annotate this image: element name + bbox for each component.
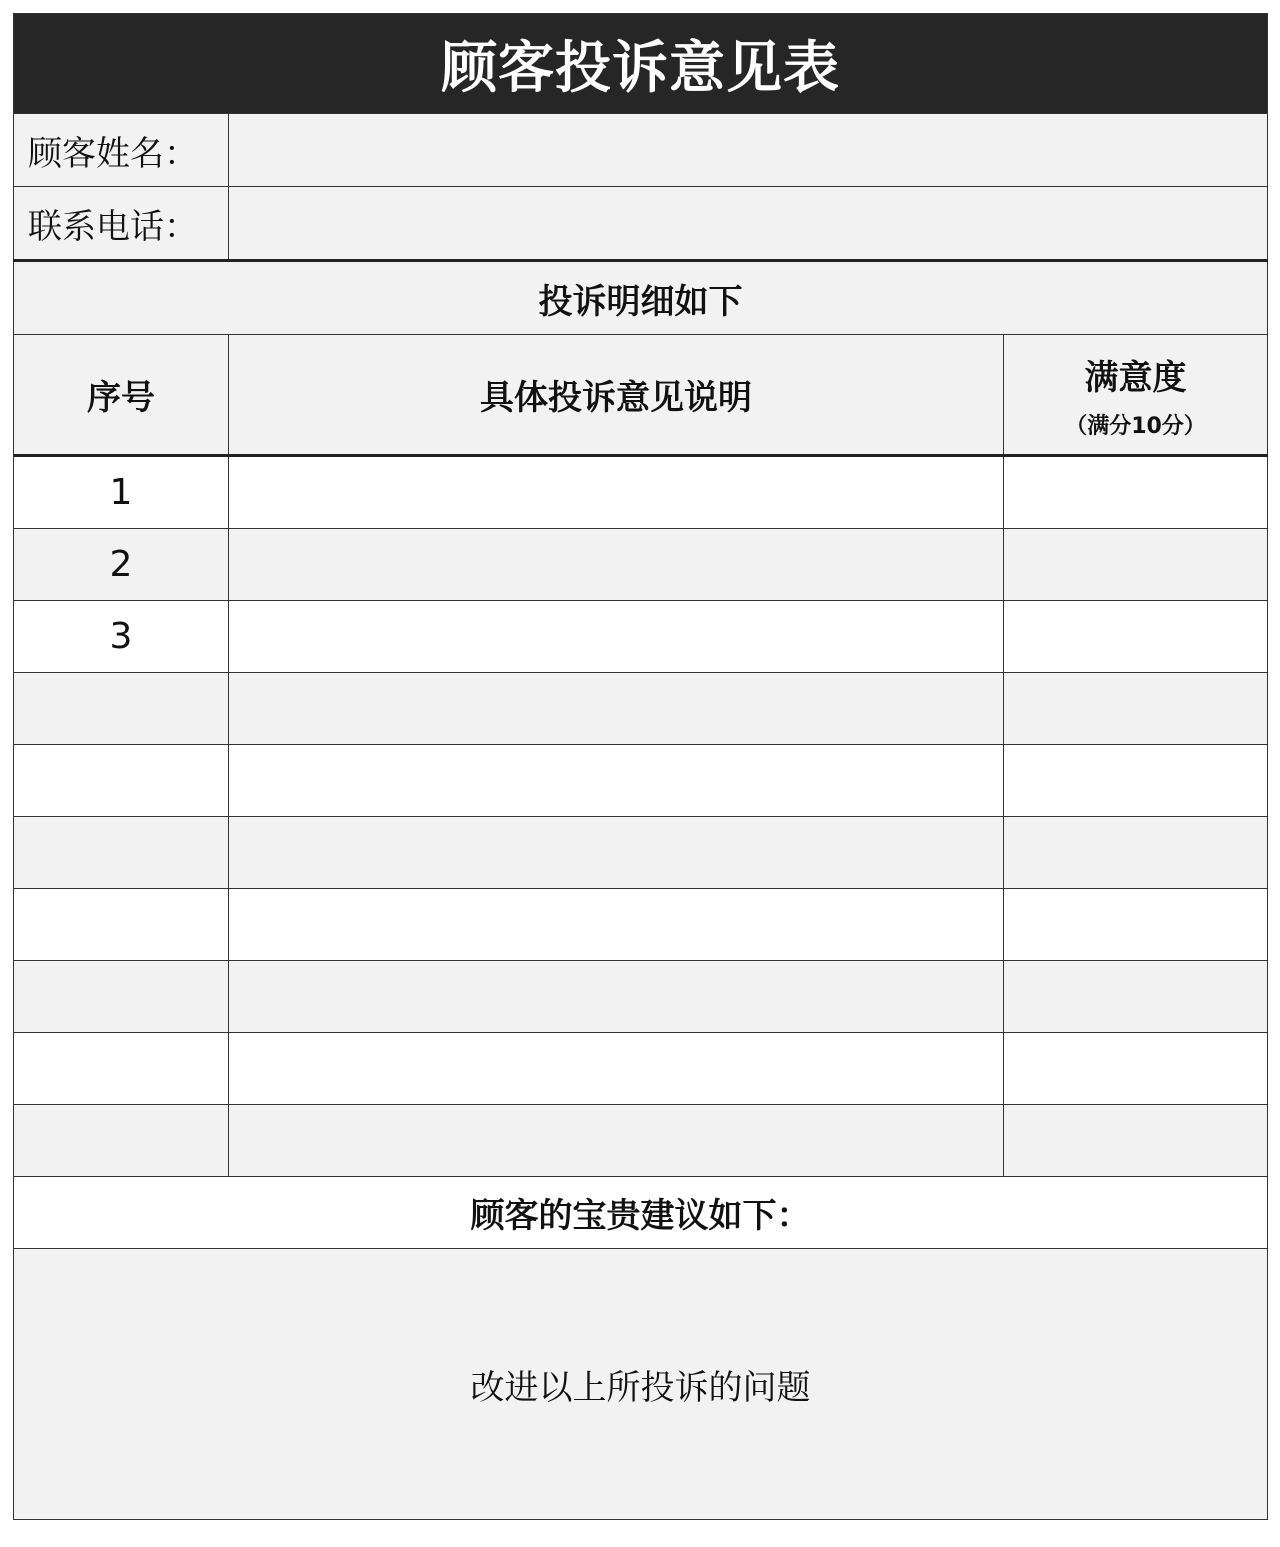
column-header-index: 序号	[14, 335, 229, 456]
row-description-cell[interactable]	[229, 601, 1004, 673]
complaint-row	[14, 817, 1268, 889]
row-description-cell[interactable]	[229, 456, 1004, 529]
customer-name-label: 顾客姓名：	[14, 114, 229, 187]
row-index-cell	[14, 961, 229, 1033]
suggestions-heading: 顾客的宝贵建议如下：	[14, 1177, 1268, 1249]
column-header-description: 具体投诉意见说明	[229, 335, 1004, 456]
row-index-cell: 1	[14, 456, 229, 529]
row-index-cell	[14, 1105, 229, 1177]
row-satisfaction-cell[interactable]	[1004, 1033, 1268, 1105]
row-satisfaction-cell[interactable]	[1004, 673, 1268, 745]
row-satisfaction-cell[interactable]	[1004, 456, 1268, 529]
complaint-row	[14, 456, 1268, 529]
complaint-row	[14, 745, 1268, 817]
row-description-cell[interactable]	[229, 673, 1004, 745]
row-satisfaction-cell[interactable]	[1004, 601, 1268, 673]
row-index-cell	[14, 889, 229, 961]
form-title: 顾客投诉意见表	[14, 14, 1268, 114]
row-index-cell	[14, 817, 229, 889]
complaint-row	[14, 1105, 1268, 1177]
complaint-row	[14, 889, 1268, 961]
complaint-row	[14, 529, 1268, 601]
suggestions-content[interactable]: 改进以上所投诉的问题	[14, 1249, 1268, 1520]
row-description-cell[interactable]	[229, 1105, 1004, 1177]
complaint-row	[14, 601, 1268, 673]
row-description-cell[interactable]	[229, 817, 1004, 889]
complaint-details-heading: 投诉明细如下	[14, 261, 1268, 335]
row-description-cell[interactable]	[229, 961, 1004, 1033]
row-satisfaction-cell[interactable]	[1004, 817, 1268, 889]
row-index-cell	[14, 1033, 229, 1105]
row-satisfaction-cell[interactable]	[1004, 745, 1268, 817]
row-index-cell: 3	[14, 601, 229, 673]
row-satisfaction-cell[interactable]	[1004, 529, 1268, 601]
row-index-cell: 2	[14, 529, 229, 601]
customer-name-field[interactable]	[229, 114, 1268, 187]
complaint-row	[14, 673, 1268, 745]
customer-phone-field[interactable]	[229, 187, 1268, 261]
row-index-cell	[14, 673, 229, 745]
row-satisfaction-cell[interactable]	[1004, 1105, 1268, 1177]
complaint-row	[14, 1033, 1268, 1105]
satisfaction-label: 满意度	[1084, 357, 1187, 398]
column-header-satisfaction	[1004, 335, 1268, 456]
row-description-cell[interactable]	[229, 889, 1004, 961]
customer-phone-label: 联系电话：	[14, 187, 229, 261]
row-satisfaction-cell[interactable]	[1004, 889, 1268, 961]
row-index-cell	[14, 745, 229, 817]
satisfaction-note: （满分10分）	[1065, 413, 1206, 439]
row-description-cell[interactable]	[229, 1033, 1004, 1105]
complaint-form-table	[13, 13, 1268, 1520]
complaint-row	[14, 961, 1268, 1033]
row-description-cell[interactable]	[229, 529, 1004, 601]
row-description-cell[interactable]	[229, 745, 1004, 817]
row-satisfaction-cell[interactable]	[1004, 961, 1268, 1033]
